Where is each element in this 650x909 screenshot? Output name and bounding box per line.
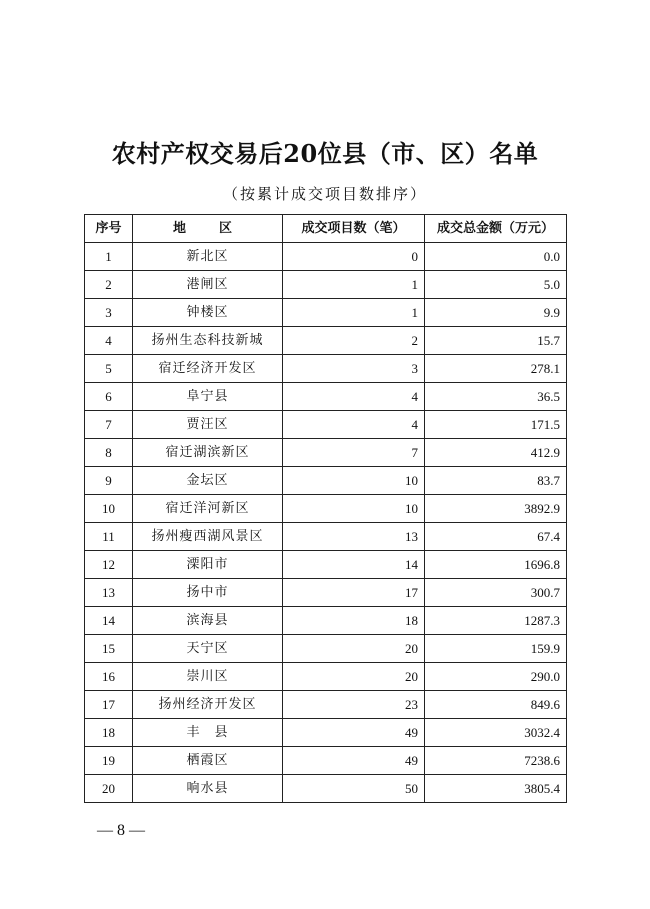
table-row [85,411,567,439]
table-body [85,243,567,803]
table-row [85,327,567,355]
cell-no: 17 [85,691,133,719]
cell-area: 宿迁洋河新区 [133,495,283,523]
table-row [85,383,567,411]
cell-count: 2 [283,327,425,355]
cell-area: 港闸区 [133,271,283,299]
cell-count: 20 [283,635,425,663]
cell-amount: 159.9 [425,635,567,663]
cell-amount: 9.9 [425,299,567,327]
cell-area: 金坛区 [133,467,283,495]
cell-area: 扬州经济开发区 [133,691,283,719]
cell-amount: 278.1 [425,355,567,383]
header-amount: 成交总金额（万元） [425,215,567,243]
table-header [85,215,567,243]
cell-count: 23 [283,691,425,719]
cell-count: 50 [283,775,425,803]
cell-no: 15 [85,635,133,663]
ranking-table [84,214,567,803]
cell-amount: 171.5 [425,411,567,439]
cell-no: 4 [85,327,133,355]
cell-amount: 7238.6 [425,747,567,775]
cell-no: 13 [85,579,133,607]
cell-area: 栖霞区 [133,747,283,775]
cell-no: 9 [85,467,133,495]
cell-amount: 67.4 [425,523,567,551]
table-row [85,299,567,327]
header-count: 成交项目数（笔） [283,215,425,243]
cell-count: 4 [283,383,425,411]
cell-area: 崇川区 [133,663,283,691]
cell-count: 10 [283,467,425,495]
cell-area: 滨海县 [133,607,283,635]
cell-amount: 15.7 [425,327,567,355]
cell-amount: 412.9 [425,439,567,467]
cell-amount: 849.6 [425,691,567,719]
table-row [85,271,567,299]
table-row [85,607,567,635]
cell-count: 0 [283,243,425,271]
cell-amount: 36.5 [425,383,567,411]
cell-area: 天宁区 [133,635,283,663]
cell-area: 宿迁经济开发区 [133,355,283,383]
page-number: — 8 — [97,822,145,839]
cell-count: 20 [283,663,425,691]
cell-count: 3 [283,355,425,383]
header-area: 地 区 [133,215,283,243]
cell-area: 宿迁湖滨新区 [133,439,283,467]
table-row [85,691,567,719]
cell-no: 14 [85,607,133,635]
cell-count: 14 [283,551,425,579]
cell-count: 4 [283,411,425,439]
table-row [85,523,567,551]
cell-area: 扬州瘦西湖风景区 [133,523,283,551]
cell-no: 12 [85,551,133,579]
table-row [85,719,567,747]
cell-no: 20 [85,775,133,803]
cell-no: 7 [85,411,133,439]
cell-no: 11 [85,523,133,551]
cell-area: 扬州生态科技新城 [133,327,283,355]
cell-no: 16 [85,663,133,691]
table-row [85,467,567,495]
cell-amount: 3805.4 [425,775,567,803]
page-subtitle: （按累计成交项目数排序） [222,185,427,203]
table-row [85,355,567,383]
table-row [85,747,567,775]
cell-amount: 3032.4 [425,719,567,747]
cell-area: 溧阳市 [133,551,283,579]
table-row [85,663,567,691]
cell-no: 3 [85,299,133,327]
cell-no: 8 [85,439,133,467]
cell-area: 钟楼区 [133,299,283,327]
cell-count: 18 [283,607,425,635]
cell-no: 6 [85,383,133,411]
cell-count: 1 [283,271,425,299]
cell-amount: 1696.8 [425,551,567,579]
cell-area: 新北区 [133,243,283,271]
table-row [85,439,567,467]
cell-no: 10 [85,495,133,523]
table-row [85,551,567,579]
table-row [85,579,567,607]
cell-count: 1 [283,299,425,327]
cell-count: 49 [283,747,425,775]
cell-amount: 1287.3 [425,607,567,635]
cell-no: 1 [85,243,133,271]
cell-count: 49 [283,719,425,747]
cell-no: 5 [85,355,133,383]
cell-amount: 3892.9 [425,495,567,523]
cell-no: 18 [85,719,133,747]
cell-amount: 5.0 [425,271,567,299]
cell-count: 17 [283,579,425,607]
table-row [85,243,567,271]
cell-count: 7 [283,439,425,467]
cell-amount: 290.0 [425,663,567,691]
cell-area: 丰 县 [133,719,283,747]
cell-area: 响水县 [133,775,283,803]
table-row [85,775,567,803]
cell-area: 扬中市 [133,579,283,607]
page-title: 农村产权交易后20位县（市、区）名单 [111,139,539,168]
cell-amount: 300.7 [425,579,567,607]
header-no: 序号 [85,215,133,243]
cell-no: 2 [85,271,133,299]
table-row [85,635,567,663]
table-row [85,495,567,523]
cell-no: 19 [85,747,133,775]
cell-count: 13 [283,523,425,551]
cell-area: 阜宁县 [133,383,283,411]
cell-amount: 0.0 [425,243,567,271]
cell-count: 10 [283,495,425,523]
table-header-row [85,215,567,243]
cell-amount: 83.7 [425,467,567,495]
cell-area: 贾汪区 [133,411,283,439]
